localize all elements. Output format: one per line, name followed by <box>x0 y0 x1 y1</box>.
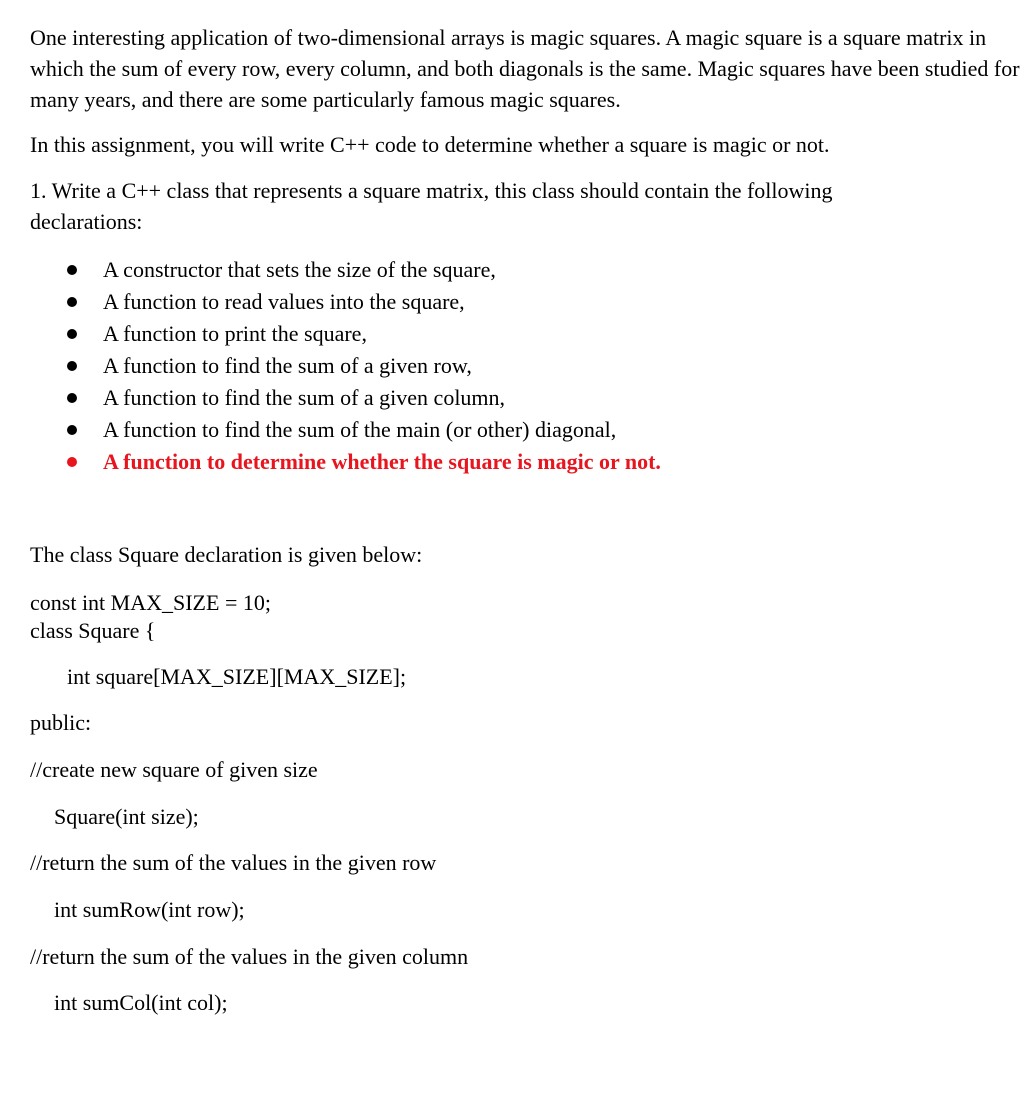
bullet-icon <box>67 393 77 403</box>
intro-paragraph: One interesting application of two-dimensional arrays is magic squares. A magic square is a square matrix in which the sum of every row, every column, and both diagonals is the same. Magic squares have been studied for many years, and there are some particularly famous magic squares. <box>30 25 1020 112</box>
list-item-text: A function to find the sum of a given row, <box>103 353 472 378</box>
bullet-icon <box>67 361 77 371</box>
bullet-icon <box>67 425 77 435</box>
list-item <box>30 351 661 383</box>
list-item-text: A function to determine whether the square is magic or not. <box>103 449 661 474</box>
task-paragraph: 1. Write a C++ class that represents a square matrix, this class should contain the following declarations: <box>30 178 833 234</box>
code-sumcol-line: int sumCol(int col); <box>54 990 228 1015</box>
code-ctor-line: Square(int size); <box>54 804 199 829</box>
code-const-line: const int MAX_SIZE = 10; <box>30 590 271 615</box>
requirements-list <box>30 255 661 479</box>
declaration-heading: The class Square declaration is given below: <box>30 542 423 567</box>
code-sumrow-line: int sumRow(int row); <box>54 897 245 922</box>
list-item <box>30 383 661 415</box>
code-class-line: class Square { <box>30 618 156 643</box>
bullet-icon <box>67 265 77 275</box>
list-item-highlighted <box>30 447 661 479</box>
list-item-text: A function to print the square, <box>103 321 367 346</box>
list-item <box>30 415 661 447</box>
bullet-icon <box>67 457 77 467</box>
code-comment-col: //return the sum of the values in the given column <box>30 944 469 969</box>
code-public-line: public: <box>30 710 92 735</box>
code-comment-row: //return the sum of the values in the given row <box>30 850 437 875</box>
list-item-text: A function to read values into the square, <box>103 289 465 314</box>
list-item <box>30 319 661 351</box>
list-item-text: A constructor that sets the size of the square, <box>103 257 496 282</box>
bullet-icon <box>67 329 77 339</box>
code-member-line: int square[MAX_SIZE][MAX_SIZE]; <box>67 664 407 689</box>
list-item-text: A function to find the sum of a given column, <box>103 385 506 410</box>
list-item-text: A function to find the sum of the main (or other) diagonal, <box>103 417 617 442</box>
bullet-icon <box>67 297 77 307</box>
assignment-paragraph: In this assignment, you will write C++ code to determine whether a square is magic or not. <box>30 132 830 157</box>
code-comment-create: //create new square of given size <box>30 757 318 782</box>
list-item <box>30 255 661 287</box>
list-item <box>30 287 661 319</box>
